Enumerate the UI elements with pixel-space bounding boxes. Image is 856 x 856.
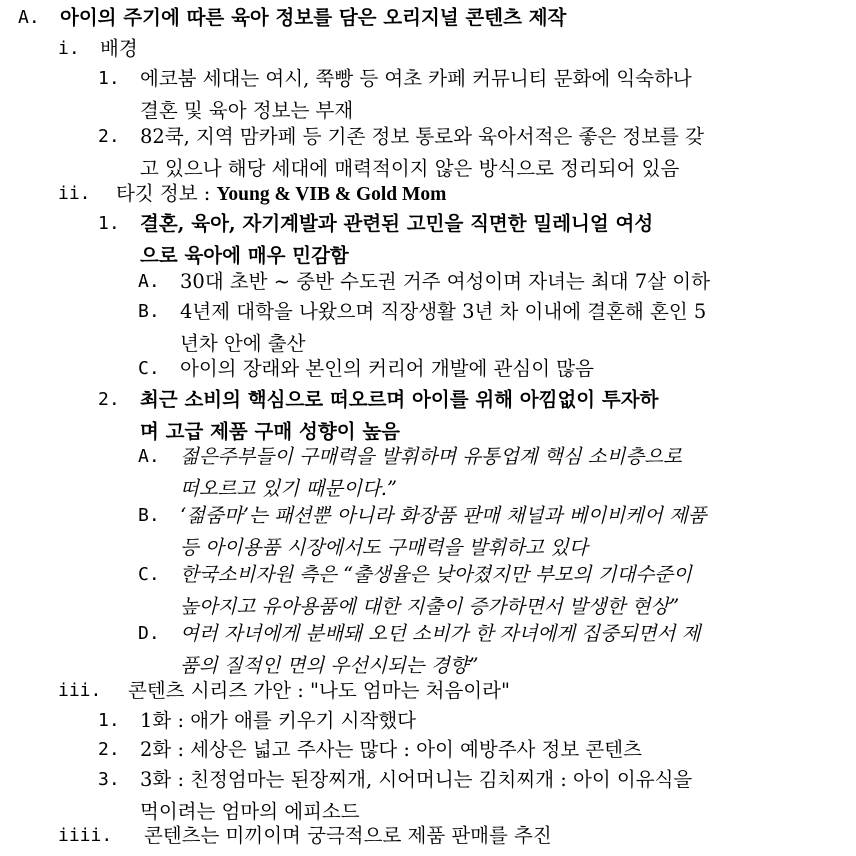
text-line: 고 있으나 해당 세대에 매력적이지 않은 방식으로 정리되어 있음 xyxy=(140,156,680,180)
text-line: ‘젊줌마’는 패션뿐 아니라 화장품 판매 채널과 베이비케어 제품 xyxy=(180,504,707,527)
outline-marker: C. xyxy=(138,564,160,585)
section-heading: 아이의 주기에 따른 육아 정보를 담은 오리지널 콘텐츠 제작 xyxy=(60,6,567,29)
outline-item-i-1 xyxy=(0,63,856,126)
text-line: 결혼 및 육아 정보는 부재 xyxy=(140,98,354,122)
outline-marker: 2. xyxy=(98,389,120,410)
text-line: 품의 질적인 면의 우선시되는 경향” xyxy=(180,653,479,677)
outline-text xyxy=(140,208,844,271)
outline-item-iii xyxy=(0,675,856,707)
outline-marker: B. xyxy=(138,505,160,526)
outline-text xyxy=(140,384,844,447)
outline-text xyxy=(116,178,844,211)
text-line: 30대 초반 ~ 중반 수도권 거주 여성이며 자녀는 최대 7살 이하 xyxy=(180,270,710,293)
outline-text xyxy=(140,734,844,766)
text-line: 1화 : 애가 애를 키우기 시작했다 xyxy=(140,709,417,732)
text-line: 2화 : 세상은 넓고 주사는 많다 : 아이 예방주사 정보 콘텐츠 xyxy=(140,738,642,761)
text-line: 먹이려는 엄마의 에피소드 xyxy=(140,799,360,823)
outline-text xyxy=(140,63,844,126)
text-line: 으로 육아에 매우 민감함 xyxy=(140,243,349,267)
text-line: 년차 안에 출산 xyxy=(180,331,306,355)
outline-marker: C. xyxy=(138,358,160,379)
outline-item-iiii xyxy=(0,820,856,852)
outline-item-iii-1 xyxy=(0,705,856,737)
text-line: 3화 : 친정엄마는 된장찌개, 시어머니는 김치찌개 : 아이 이유식을 xyxy=(140,768,693,791)
outline-text: 콘텐츠는 미끼이며 궁극적으로 제품 판매를 추진 xyxy=(144,824,552,847)
outline-item-ii-1-b xyxy=(0,296,856,359)
outline-marker: iiii. xyxy=(58,825,113,846)
outline-item-ii-2 xyxy=(0,384,856,447)
outline-marker: 3. xyxy=(98,769,120,790)
outline-text xyxy=(180,559,844,622)
text-line: 82쿡, 지역 맘카페 등 기존 정보 통로와 육아서적은 좋은 정보를 갖 xyxy=(140,125,704,148)
text-line: 아이의 장래와 본인의 커리어 개발에 관심이 많음 xyxy=(180,357,594,380)
outline-marker: 1. xyxy=(98,68,120,89)
outline-item-ii-2-a xyxy=(0,441,856,504)
text-line: 떠오르고 있기 때문이다.” xyxy=(180,476,397,500)
outline-item-ii-2-c xyxy=(0,559,856,622)
text-line: 높아지고 유아용품에 대한 지출이 증가하면서 발생한 현상” xyxy=(180,594,680,618)
outline-text xyxy=(180,266,844,298)
text-line: 결혼, 육아, 자기계발과 관련된 고민을 직면한 밀레니얼 여성 xyxy=(140,212,654,235)
text-line: 며 고급 제품 구매 성향이 높음 xyxy=(140,419,400,443)
outline-text xyxy=(140,705,844,737)
outline-marker: ii. xyxy=(58,183,91,204)
target-label: 타깃 정보 : xyxy=(116,182,217,205)
target-value: Young & VIB & Gold Mom xyxy=(216,184,447,205)
text-line: 한국소비자원 측은 “출생율은 낮아졌지만 부모의 기대수준이 xyxy=(180,563,692,586)
outline-marker: A. xyxy=(138,271,160,292)
outline-marker: 2. xyxy=(98,126,120,147)
outline-item-ii-1-a xyxy=(0,266,856,298)
outline-marker: i. xyxy=(58,38,80,59)
outline-marker: 2. xyxy=(98,739,120,760)
text-line: 최근 소비의 핵심으로 떠오르며 아이를 위해 아낌없이 투자하 xyxy=(140,388,659,411)
outline-marker: A. xyxy=(18,7,40,28)
outline-item-ii-1-c xyxy=(0,353,856,385)
outline-item-ii-2-d xyxy=(0,618,856,681)
outline-item-ii xyxy=(0,178,856,210)
outline-text xyxy=(180,441,844,504)
outline-item-iii-3 xyxy=(0,764,856,827)
outline-marker: A. xyxy=(138,446,160,467)
outline-text xyxy=(180,353,844,385)
text-line: 여러 자녀에게 분배돼 오던 소비가 한 자녀에게 집중되면서 제 xyxy=(180,622,701,645)
outline-marker: B. xyxy=(138,301,160,322)
outline-text xyxy=(180,500,844,563)
text-line: 에코붐 세대는 여시, 쭉빵 등 여초 카페 커뮤니티 문화에 익숙하나 xyxy=(140,67,692,90)
outline-text xyxy=(180,618,844,681)
text-line: 젊은주부들이 구매력을 발휘하며 유통업계 핵심 소비층으로 xyxy=(180,445,682,468)
outline-item-ii-2-b xyxy=(0,500,856,563)
outline-text xyxy=(140,121,844,184)
outline-item-i xyxy=(0,33,856,65)
outline-marker: 1. xyxy=(98,710,120,731)
outline-marker: 1. xyxy=(98,213,120,234)
text-line: 등 아이용품 시장에서도 구매력을 발휘하고 있다 xyxy=(180,535,588,559)
outline-text xyxy=(180,296,844,359)
outline-text: 배경 xyxy=(100,37,138,60)
outline-item-i-2 xyxy=(0,121,856,184)
outline-text xyxy=(140,764,844,827)
outline-item-a xyxy=(0,2,856,34)
outline-text: 콘텐츠 시리즈 가안 : "나도 엄마는 처음이라" xyxy=(128,679,510,702)
outline-marker: D. xyxy=(138,623,160,644)
outline-marker: iii. xyxy=(58,680,102,701)
outline-item-iii-2 xyxy=(0,734,856,766)
text-line: 4년제 대학을 나왔으며 직장생활 3년 차 이내에 결혼해 혼인 5 xyxy=(180,300,707,323)
outline-item-ii-1 xyxy=(0,208,856,271)
